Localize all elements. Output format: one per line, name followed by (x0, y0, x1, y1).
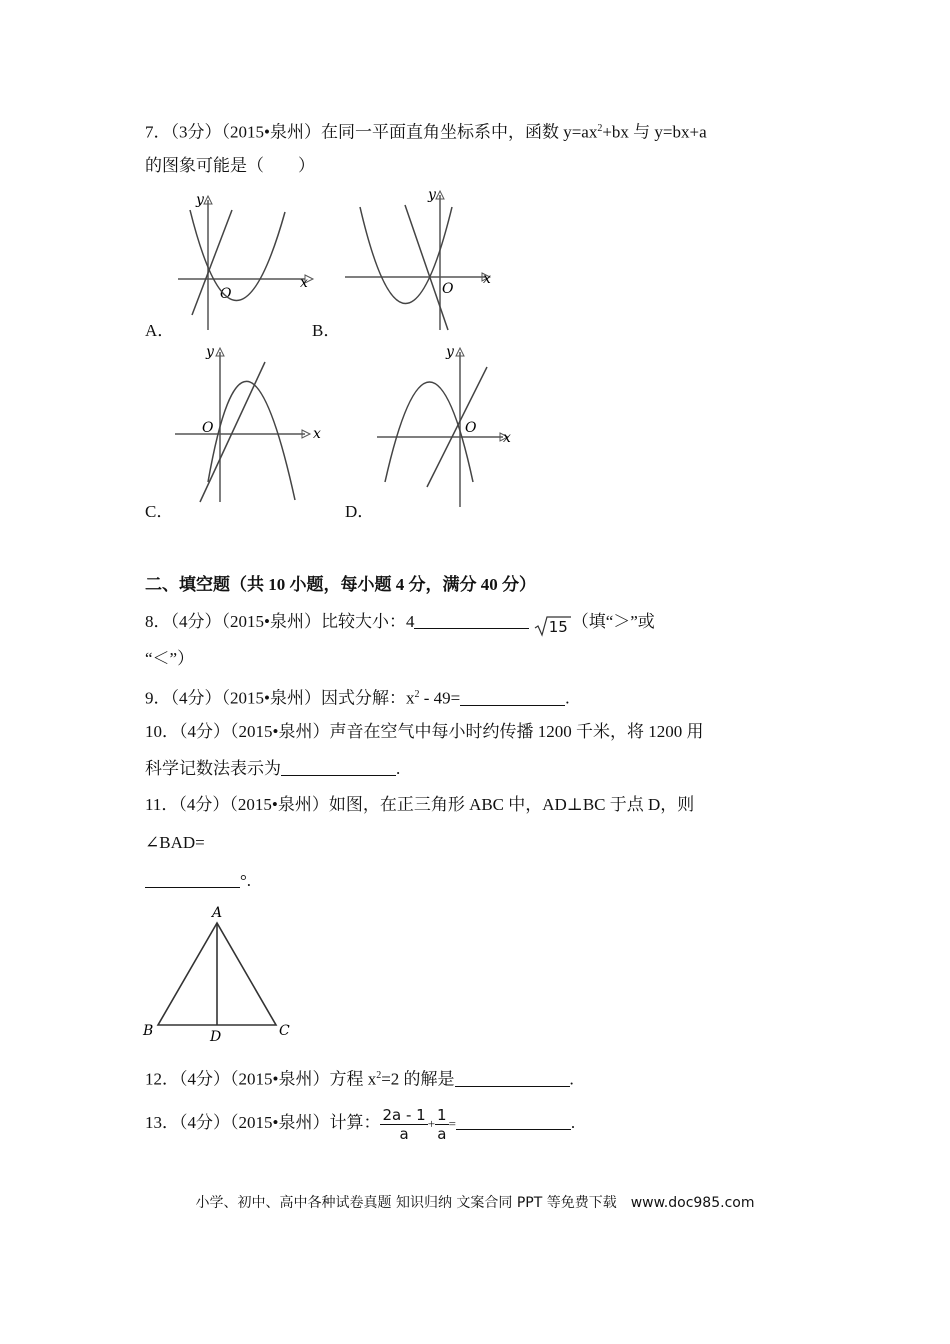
section-heading: 二、填空题（共 10 小题，每小题 4 分，满分 40 分） (145, 575, 536, 594)
q13-line (145, 1104, 575, 1143)
q12-line (145, 1065, 574, 1091)
q12-mid: =2 的解是 (381, 1069, 455, 1089)
q7-line1 (145, 118, 707, 144)
q12-blank[interactable] (455, 1070, 570, 1087)
q12-end: . (569, 1069, 574, 1089)
q12-text: 12．（4分）（2015•泉州）方程 x (145, 1069, 377, 1089)
graph-c (170, 342, 330, 507)
footer-text: 小学、初中、高中各种试卷真题 知识归纳 文案合同 PPT 等免费下载 www.doc985.com (195, 1195, 755, 1211)
x-label: x (300, 275, 308, 291)
plus-sign: + (427, 1116, 436, 1131)
graph-b (340, 185, 500, 335)
fraction-2 (435, 1106, 449, 1143)
parabola (190, 210, 285, 301)
q7-text: 7．（3分）（2015•泉州）在同一平面直角坐标系中，函数 y=ax (145, 122, 598, 142)
q10-line1: 10．（4分）（2015•泉州）声音在空气中每小时约传播 1200 千米，将 1200 用 (145, 722, 704, 741)
x-label: x (483, 271, 491, 287)
q10-line2 (145, 758, 400, 780)
q13-text: 13．（4分）（2015•泉州）计算： (145, 1113, 381, 1132)
frac2-den: a (437, 1124, 447, 1143)
q8-suffix: （填“＞”或 (571, 612, 655, 631)
frac2-num: 1 (437, 1105, 447, 1124)
x-label: x (503, 430, 511, 446)
label-c: C (279, 1023, 290, 1039)
q11-line2: ∠BAD= (145, 833, 205, 852)
option-c: C． (145, 502, 174, 521)
label-b: B (143, 1023, 154, 1039)
q8-line1 (145, 611, 655, 637)
line-graph (405, 205, 448, 330)
label-d: D (210, 1029, 222, 1045)
q10-blank[interactable] (281, 759, 396, 776)
q12-sup: 2 (376, 1070, 382, 1081)
option-b: B． (312, 321, 341, 340)
y-label: y (446, 344, 454, 360)
q10-text: 科学记数法表示为 (145, 759, 281, 778)
sqrt-arg: 15 (548, 618, 568, 636)
y-label: y (428, 187, 436, 203)
frac1-num: 2a - 1 (382, 1105, 426, 1124)
q7-text-b: +bx 与 y=bx+a (602, 122, 707, 142)
q8-text: 8．（4分）（2015•泉州）比较大小：4 (145, 612, 415, 631)
y-label: y (196, 192, 204, 208)
triangle-figure (140, 903, 300, 1045)
parabola (208, 381, 295, 500)
q7-sup: 2 (597, 123, 603, 134)
q9-sup: 2 (414, 689, 420, 700)
origin-label: O (220, 286, 232, 302)
q9-blank[interactable] (460, 689, 565, 706)
q13-end: . (570, 1113, 576, 1132)
q13-blank[interactable] (456, 1113, 571, 1130)
graph-d (375, 342, 525, 512)
q11-end: °. (240, 871, 252, 890)
q11-line1: 11．（4分）（2015•泉州）如图，在正三角形 ABC 中，AD⊥BC 于点 D，则 (145, 795, 695, 814)
sqrt-15 (534, 614, 572, 637)
option-a: A． (145, 321, 175, 340)
fraction-1 (380, 1106, 427, 1143)
origin-label: O (202, 420, 214, 436)
q8-blank[interactable] (414, 612, 529, 629)
q9-line (145, 684, 569, 710)
y-label: y (206, 344, 214, 360)
q8-line2: “＜”） (145, 649, 195, 668)
parabola (360, 207, 452, 304)
origin-label: O (442, 281, 454, 297)
q7-line2: 的图象可能是（ ） (145, 156, 315, 175)
q9-mid: - 49= (419, 688, 461, 708)
equals-sign: = (448, 1116, 456, 1131)
graph-a (170, 190, 320, 335)
q9-end: . (565, 688, 570, 708)
q11-blank[interactable] (145, 871, 240, 888)
frac1-den: a (399, 1124, 409, 1143)
label-a: A (212, 905, 223, 921)
q11-line3 (145, 870, 251, 892)
x-label: x (313, 426, 321, 442)
q10-end: . (396, 759, 401, 778)
q9-text: 9．（4分）（2015•泉州）因式分解：x (145, 688, 415, 708)
option-d: D． (345, 502, 375, 521)
origin-label: O (465, 420, 477, 436)
